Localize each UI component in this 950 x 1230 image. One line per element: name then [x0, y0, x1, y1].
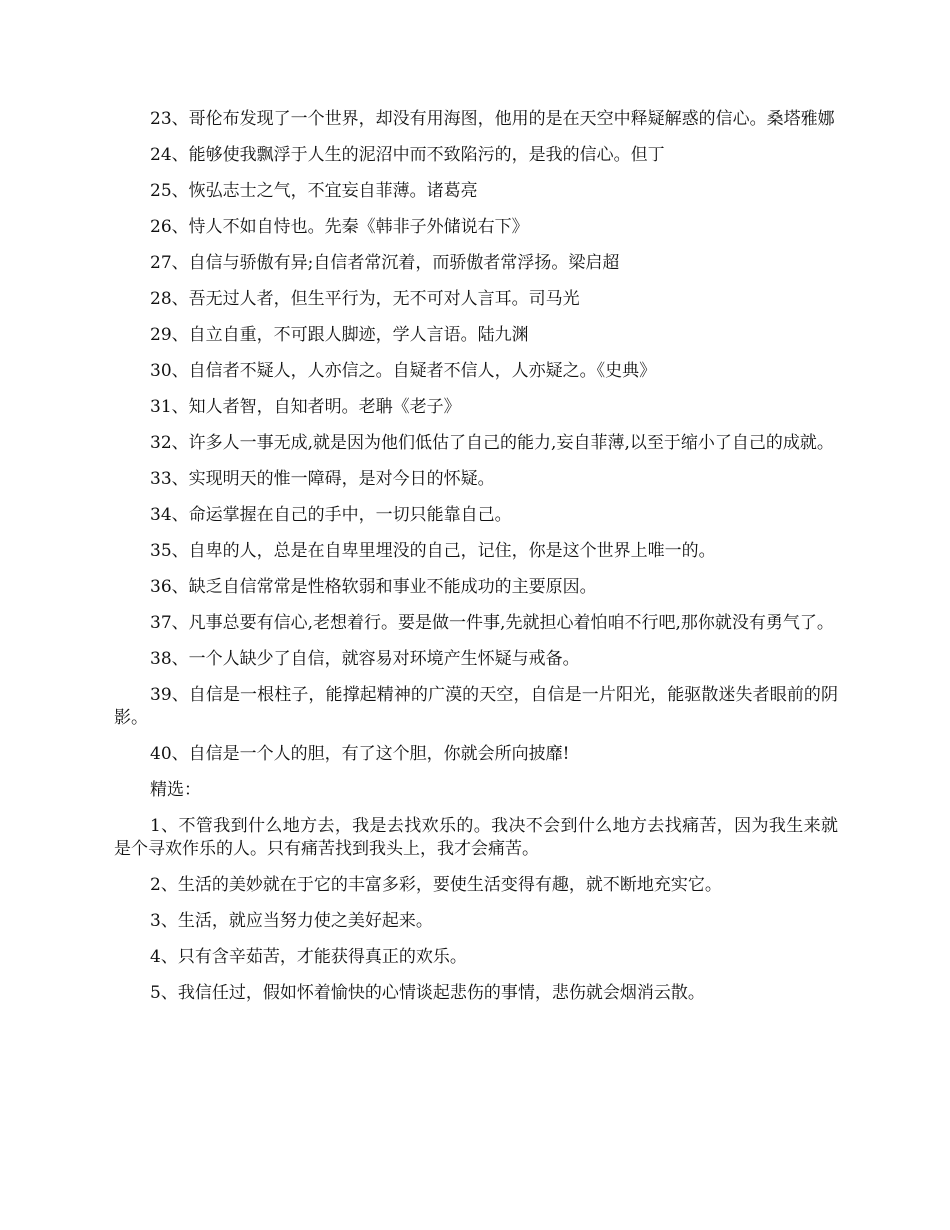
quote-30: 30、自信者不疑人，人亦信之。自疑者不信人，人亦疑之。《史典》 — [150, 361, 657, 381]
quote-29: 29、自立自重，不可跟人脚迹，学人言语。陆九渊 — [150, 325, 529, 345]
quote-26: 26、恃人不如自恃也。先秦《韩非子外储说右下》 — [150, 217, 529, 237]
quote-27: 27、自信与骄傲有异;自信者常沉着，而骄傲者常浮扬。梁启超 — [150, 253, 620, 273]
quote-32: 32、许多人一事无成,就是因为他们低估了自己的能力,妄自菲薄,以至于缩小了自己的成就。 — [150, 433, 834, 453]
featured-quote-4: 4、只有含辛茹苦，才能获得真正的欢乐。 — [150, 947, 467, 967]
featured-quote-5: 5、我信任过，假如怀着愉快的心情谈起悲伤的事情，悲伤就会烟消云散。 — [150, 983, 705, 1003]
quote-35: 35、自卑的人，总是在自卑里埋没的自己，记住，你是这个世界上唯一的。 — [150, 541, 716, 561]
quote-39: 39、自信是一根柱子，能撑起精神的广漠的天空，自信是一片阳光，能驱散迷失者眼前的阴影。 — [114, 685, 838, 728]
quote-25: 25、恢弘志士之气，不宜妄自菲薄。诸葛亮 — [150, 181, 478, 201]
quote-38: 38、一个人缺少了自信，就容易对环境产生怀疑与戒备。 — [150, 649, 580, 669]
featured-quote-3: 3、生活，就应当努力使之美好起来。 — [150, 911, 433, 931]
featured-quote-1: 1、不管我到什么地方去，我是去找欢乐的。我决不会到什么地方去找痛苦，因为我生来就是个寻欢作乐的人。只有痛苦找到我头上，我才会痛苦。 — [114, 816, 838, 859]
quote-31: 31、知人者智，自知者明。老聃《老子》 — [150, 397, 461, 417]
section-heading-featured: 精选： — [150, 780, 201, 800]
quote-28: 28、吾无过人者，但生平行为，无不可对人言耳。司马光 — [150, 289, 580, 309]
document-body — [114, 108, 838, 1018]
quote-37: 37、凡事总要有信心,老想着行。要是做一件事,先就担心着怕咱不行吧,那你就没有勇气了。 — [150, 613, 834, 633]
featured-quote-2: 2、生活的美妙就在于它的丰富多彩，要使生活变得有趣，就不断地充实它。 — [150, 875, 722, 895]
quote-23: 23、哥伦布发现了一个世界，却没有用海图，他用的是在天空中释疑解惑的信心。桑塔雅娜 — [150, 109, 835, 129]
quote-34: 34、命运掌握在自己的手中，一切只能靠自己。 — [150, 505, 512, 525]
quote-33: 33、实现明天的惟一障碍，是对今日的怀疑。 — [150, 469, 495, 489]
quote-40: 40、自信是一个人的胆，有了这个胆，你就会所向披靡! — [150, 744, 570, 764]
quote-24: 24、能够使我飘浮于人生的泥沼中而不致陷污的，是我的信心。但丁 — [150, 145, 665, 165]
quote-36: 36、缺乏自信常常是性格软弱和事业不能成功的主要原因。 — [150, 577, 597, 597]
